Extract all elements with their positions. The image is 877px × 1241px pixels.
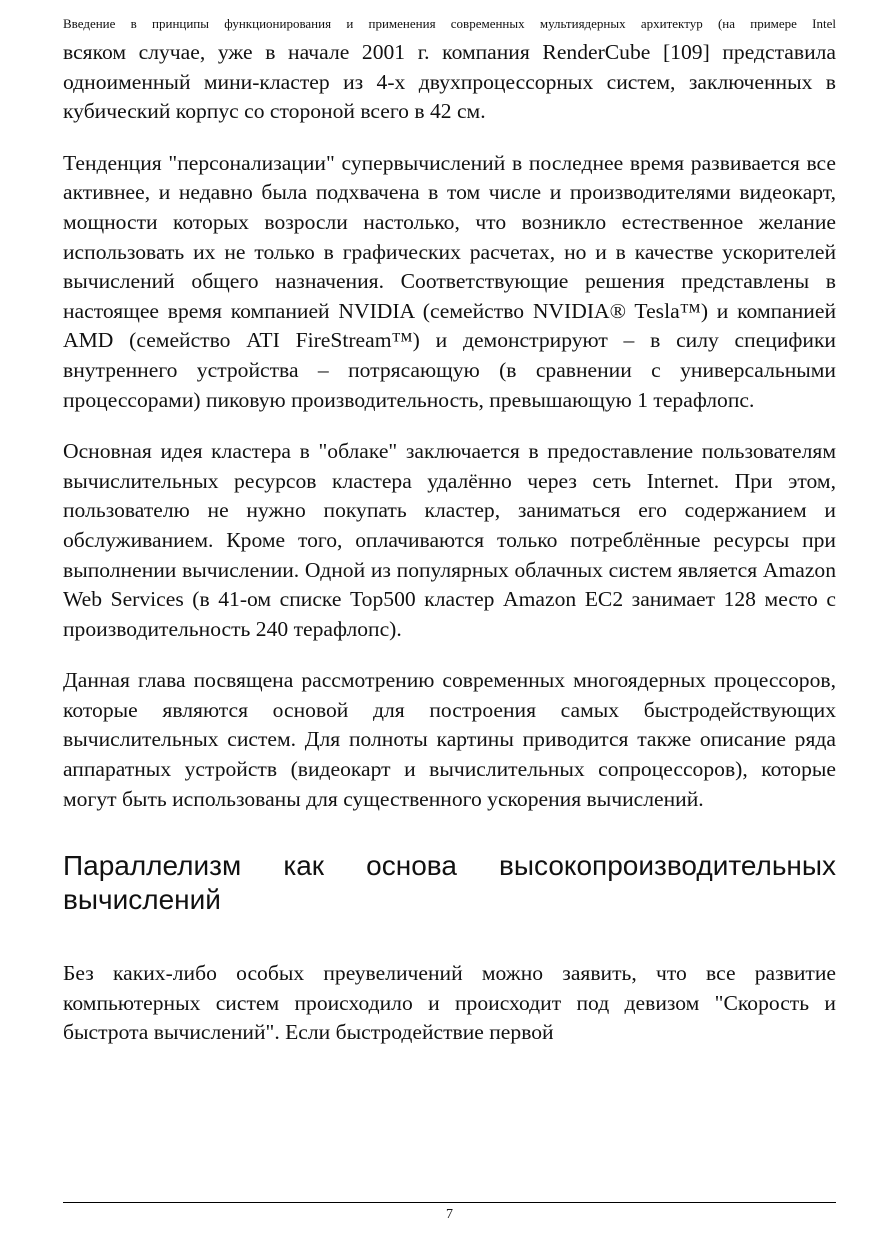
page-number: 7 — [446, 1207, 453, 1222]
running-header: Введение в принципы функционирования и применения современных мультиядерных архитектур (на примере Intel — [63, 16, 836, 31]
paragraph-rendercube: всяком случае, уже в начале 2001 г. компания RenderCube [109] представила одноименный мини-кластер из 4-х двухпроцессорных систем, заключенных в кубический корпус со стороной всего в 42 см. — [63, 40, 836, 124]
section-heading: Параллелизм как основа высокопроизводительных вычислений — [63, 850, 836, 916]
page-content — [63, 38, 836, 1048]
document-page — [63, 0, 836, 1241]
paragraph-gpu-acceleration: Тенденция "персонализации" супервычислений в последнее время развивается все активнее, и недавно была подхвачена в том числе и производителями видеокарт, мощности которых возросли настолько, что возникло естественное желание использовать их не только в графических расчетах, но и в качестве ускорителей вычислений общего назначения. Соответствующие решения представлены в настоящее время компанией NVIDIA (семейство NVIDIA® Tesla™) и компанией AMD (семейство ATI FireStream™) и демонстрируют – в силу специфики внутреннего устройства – потрясающую (в сравнении с универсальными процессорами) пиковую производительность, превышающую 1 терафлопс. — [63, 150, 836, 412]
paragraph-section-start: Без каких-либо особых преувеличений можно заявить, что все развитие компьютерных систем происходило и происходит под девизом "Скорость и быстрота вычислений". Если быстродействие первой — [63, 961, 836, 1045]
footer-divider — [63, 1202, 836, 1203]
paragraph-cloud-cluster: Основная идея кластера в "облаке" заключается в предоставление пользователям вычислительных ресурсов кластера удалённо через сеть Internet. При этом, пользователю не нужно покупать кластер, заниматься его содержанием и обслуживанием. Кроме того, оплачиваются только потреблённые ресурсы при выполнении вычислении. Одной из популярных облачных систем является Amazon Web Services (в 41-ом списке Top500 кластер Amazon EC2 занимает 128 место с производительность 240 терафлопс). — [63, 439, 836, 641]
paragraph-chapter-intro: Данная глава посвящена рассмотрению современных многоядерных процессоров, которые являются основой для построения самых быстродействующих вычислительных систем. Для полноты картины приводится также описание ряда аппаратных устройств (видеокарт и вычислительных сопроцессоров), которые могут быть использованы для существенного ускорения вычислений. — [63, 668, 836, 811]
